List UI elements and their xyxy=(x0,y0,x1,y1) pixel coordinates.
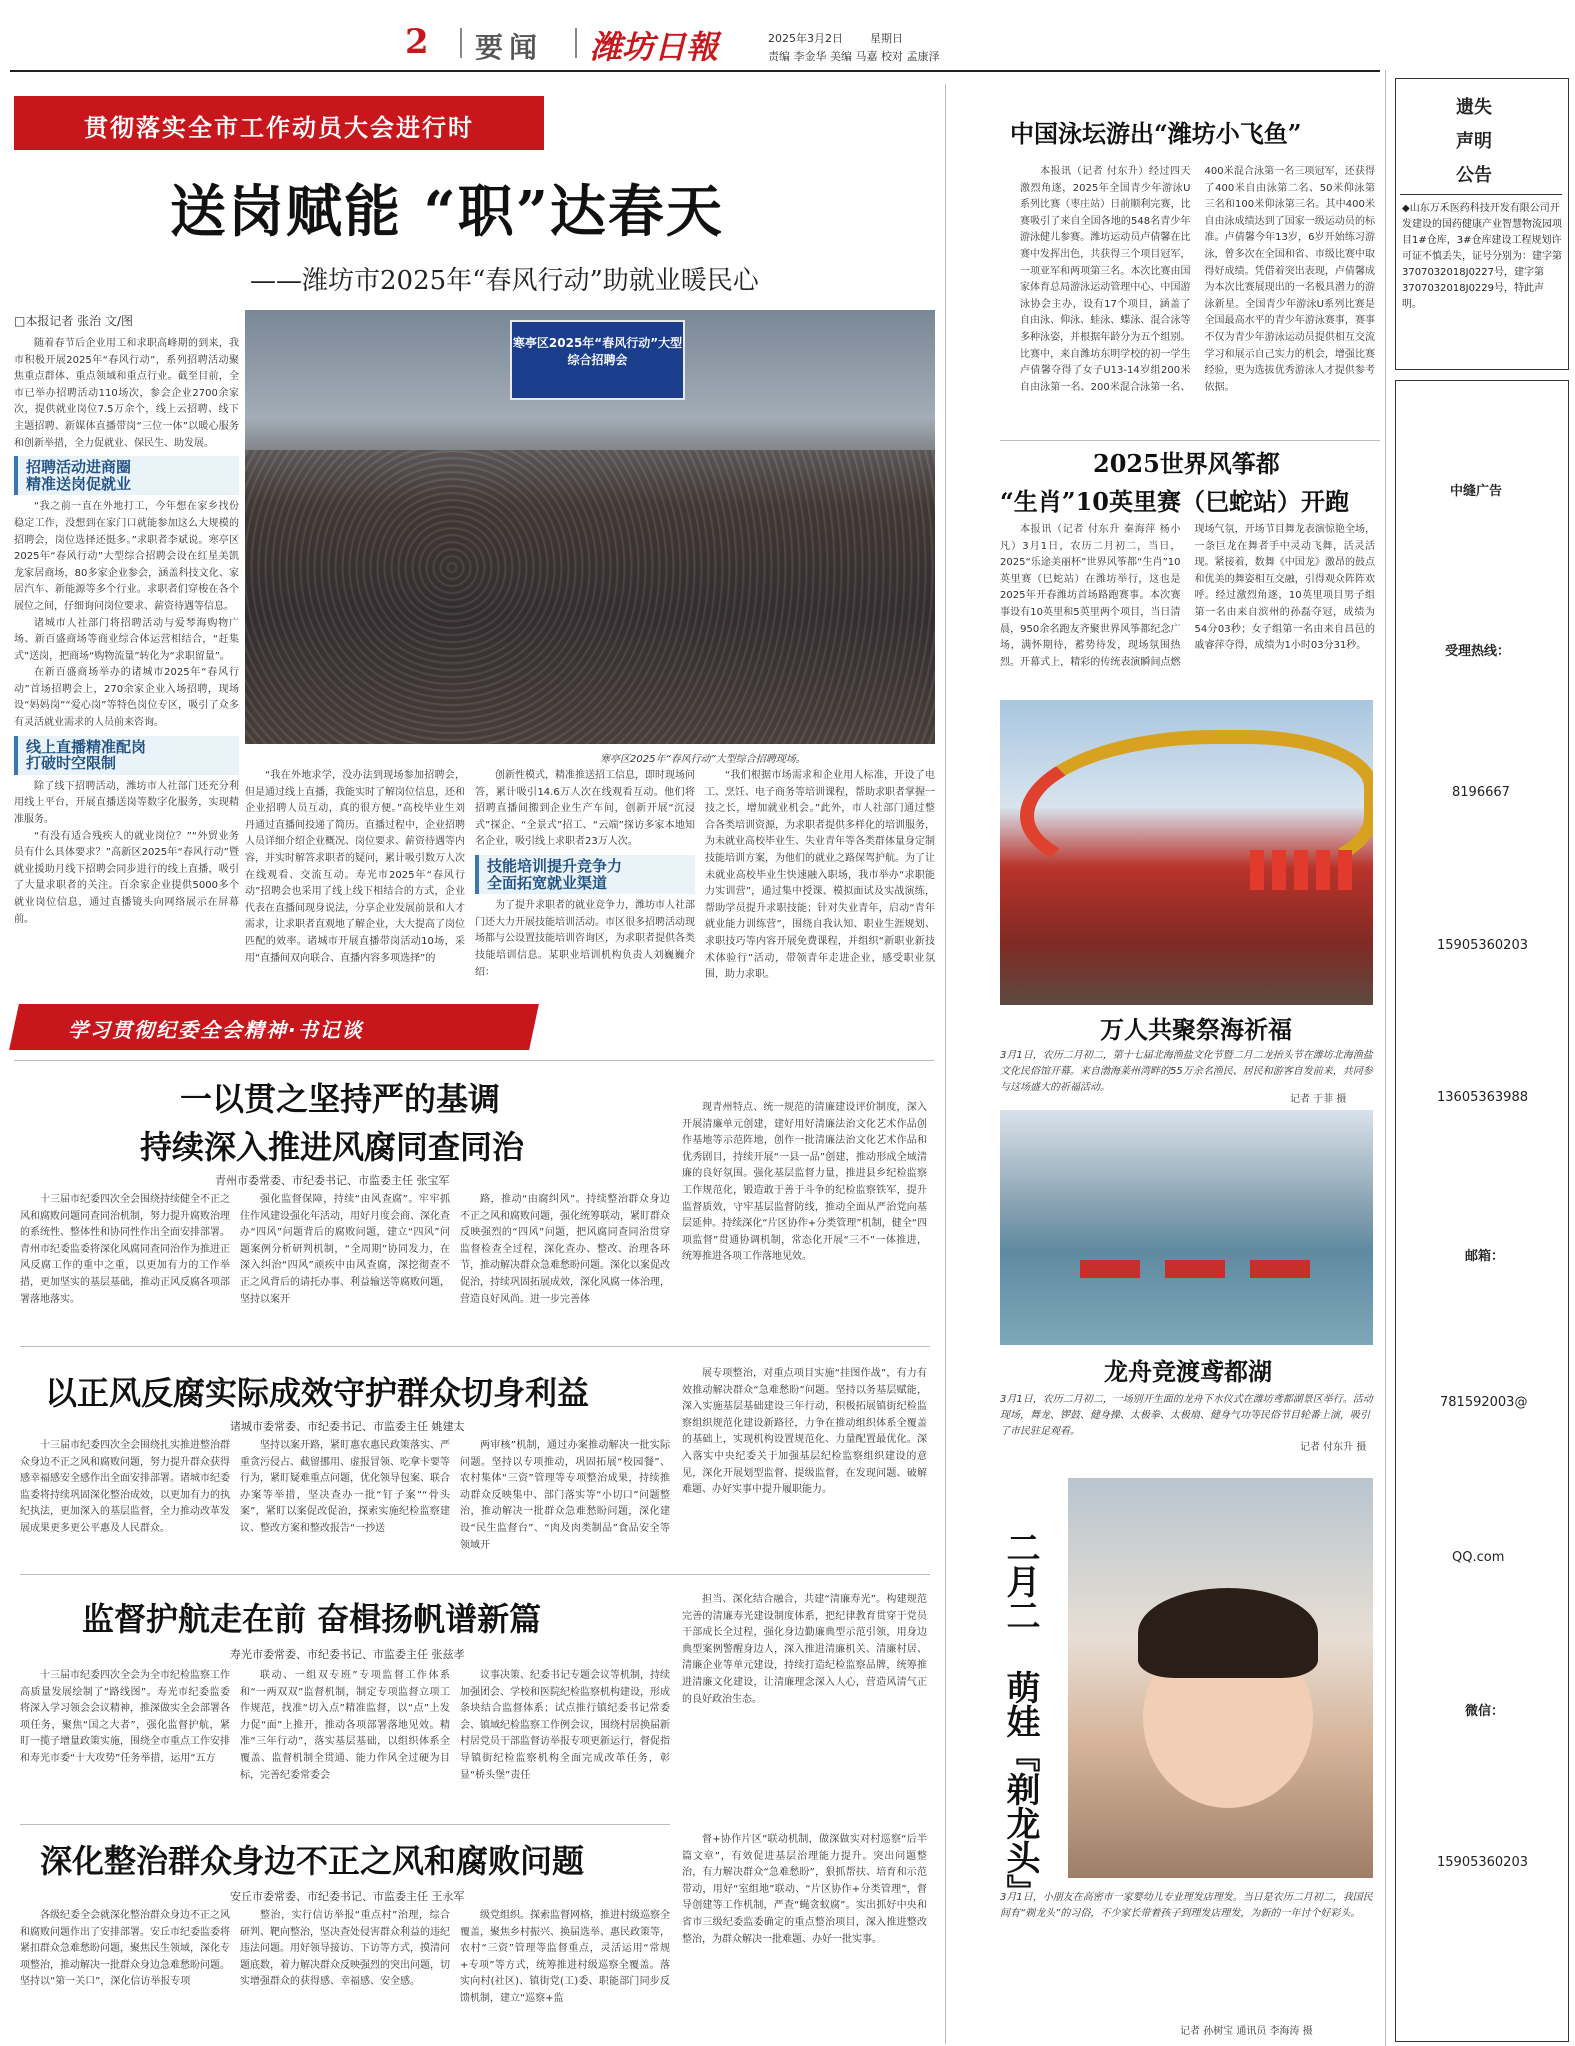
article2-col1: 十三届市纪委四次全会围绕扎实推进整治群众身边不正之风和腐败问题，努力提升群众获得感幸福感安全感作出全面安排部署。诸城市纪委监委将持续巩固深化整治成效，以更加有力的执纪执法，更加深入的基层监督，全力推动改革发展成果更多更公平惠及人民群众。 xyxy=(20,1440,230,1534)
article2-col4: 展专项整治，对重点项目实施“挂图作战”，有力有效推动解决群众“急难愁盼”问题。坚持以务基层赋能，深入实施基层基础建设三年行动，积极拓展镇街纪检监察组织规范化建设新路径，力争在推动组织体系全覆盖的基础上，实现机构设置规范化、力量配置最优化。深入落实中央纪委关于加强基层纪检监察组织建设的意见，深化开展划型监督、提级监督，在发现问题、破解难题、办好实事中提升履职能力。 xyxy=(682,1368,927,1496)
photo3-caption: 3月1日，小朋友在高密市一家婴幼儿专业理发店理发。当日是农历二月初二，我国民间有“剃龙头”的习俗，不少家长带着孩子到理发店理发，为新的一年讨个好彩头。 xyxy=(1000,1892,1373,1919)
article1-col3: 路，推动“由腐纠风”。持续整治群众身边不正之风和腐败问题，强化统筹联动，紧盯群众反映强烈的“四风”问题，把风腐同查同治贯穿监督检查全过程，深化查办、整改、治理各环节，推动解决群众急难愁盼问题。深化以案促改促治，持续巩固拓展成效，深化风腐一体治理，营造良好风尚。进一步完善体 xyxy=(460,1194,670,1305)
kite-title-2: “生肖”10英里赛（巳蛇站）开跑 xyxy=(1000,487,1350,516)
article1-col2: 强化监督保障，持续“由风查腐”。牢牢抓住作风建设强化年活动，用好月度会商、深化查办“四风”问题背后的腐败问题，建立“四风”问题案例分析研判机制，“全周期”协同发力，在深入纠治“四风”顽疾中由风查腐，深挖彻查不正之风背后的请托办事、利益输送等腐败问题，坚持以案开 xyxy=(240,1194,450,1305)
section-name: 要闻 xyxy=(475,31,544,64)
photo1-credit: 记者 于菲 摄 xyxy=(1290,1094,1347,1105)
photo3-vertical-title-2: 萌娃『剃龙头』 xyxy=(1000,1670,1040,1908)
dragon-boat-photo xyxy=(1000,1110,1373,1345)
photo-caption: 寒亭区2025年“春风行动”大型综合招聘现场。 xyxy=(600,754,806,765)
article3-col4: 担当、深化结合融合，共建“清廉寿光”。构建规范完善的清廉寿光建设制度体系，把纪律教育贯穿于党员干部成长全过程，强化身边勤廉典型示范引领，用身边典型案例警醒身边人，深入推进清廉机关、清廉村居、清廉企业等单元建设，持续打造纪检监察品牌，统筹推进清廉文化建设，让清廉理念深入人心，营造风清气正的良好政治生态。 xyxy=(682,1594,927,1705)
article1-col1: 十三届市纪委四次全会围绕持续健全不正之风和腐败问题同查同治机制，努力提升腐败治理的系统性、整体性和协同性作出全面安排部署。青州市纪委监委将深化风腐同查同治作为推进正风反腐工作的重中之重，以更加有力的工作举措，更加坚实的基层基础，推动正风反腐各项部署落地落实。 xyxy=(20,1194,230,1305)
article4-title: 深化整治群众身边不正之风和腐败问题 xyxy=(40,1842,585,1880)
article3-title: 监督护航走在前 奋楫扬帆谱新篇 xyxy=(82,1600,542,1638)
wechat-label: 微信： xyxy=(1465,1704,1505,1719)
email-value: 781592003@ xyxy=(1440,1395,1528,1410)
article2-title: 以正风反腐实际成效守护群众切身利益 xyxy=(45,1374,590,1412)
lead-paragraph: 除了线下招聘活动，潍坊市人社部门还充分利用线上平台，开展直播送岗等数字化服务，实现精准服务。 xyxy=(14,780,239,826)
email-domain: QQ.com xyxy=(1452,1550,1505,1565)
lead-column-3: 创新性模式，精准推送招工信息，即时现场问答，累计吸引14.6万人次在线观看互动。他们将招聘直播间搬到企业生产车间，创新开展“沉浸式”探企、“全景式”招工、“云端”探访多家本地知名企业，吸引线上求职者23万人次。 技能培训提升竞争力 全面拓宽就业渠道 为了提升求职者的就业竞争力，潍坊市人社部门还大力开展技能培训活动。市区很多招聘活动现场都与公设置技能培训咨询区，为求职者提供各类技能培训信息。某职业培训机构负责人刘巍巍介绍： xyxy=(475,770,695,978)
article4-col2: 整治，实行信访举报“重点村”治理，综合研判、靶向整治，坚决查处侵害群众利益的违纪违法问题。用好领导接访、下访等方式，摸清问题底数，着力解决群众反映强烈的突出问题，切实增强群众的获得感、幸福感、安全感。 xyxy=(240,1910,450,1988)
boats xyxy=(1080,1260,1310,1278)
masthead-divider-2 xyxy=(575,28,577,58)
article4-col4: 督+协作片区”联动机制，做深做实对村巡察“后半篇文章”，有效促进基层治理能力提升。突出问题整治，有力解决群众“急难愁盼”，狠抓帮扶、培育和示范带动，用好“室组地”联动、“片区协作+分类管理”，督导创建等工作机制，严查“蝇贪蚁腐”。实出抓好中央和省市三级纪委监委确定的重点整治项目，深入推进整改整治，为群众解决一批难题、办好一批实事。 xyxy=(682,1834,927,1945)
article1-author: 青州市委常委、市纪委书记、市监委主任 张宝军 xyxy=(215,1174,450,1187)
article3-col3: 议事决策、纪委书记专题会议等机制，持续加强团会、学校和医院纪检监察机构建设，形成条块结合监督体系；试点推行镇纪委书记常委会、镇域纪检监察工作例会议，围绕村居换届新村居党员干部监督访举报专项更新运行，督促指导镇街纪检监察机构全面完成改革任务，彰显“桥头堡”责任 xyxy=(460,1670,670,1781)
photo2-credit: 记者 付东升 摄 xyxy=(1300,1442,1367,1453)
photo2-title: 龙舟竞渡鸢都湖 xyxy=(1104,1357,1272,1386)
issue-date: 2025年3月2日 xyxy=(768,32,843,45)
lead-column-2: “我在外地求学，没办法到现场参加招聘会，但是通过线上直播，我能实时了解岗位信息，还和企业招聘人员互动，真的很方便。”高校毕业生刘丹通过直播间投递了简历。直播过程中，企业招聘人员详细介绍企业概况、岗位要求、薪资待遇等内容，并实时解答求职者的疑问，累计吸引数万人次在线观看、交流互动。寿光市2025年“春风行动”招聘会也采用了线上线下相结合的方式，企业代表在直播间现身说法，分享企业发展前景和人才需求，让求职者直观地了解企业，大大提高了岗位匹配的效率。诸城市开展直播带岗活动10场，采用“直播间双向联合、直播内容多项选择”的 xyxy=(245,770,465,964)
masthead xyxy=(0,0,1575,70)
photo2-caption: 3月1日，农历二月初二，一场别开生面的龙舟下水仪式在潍坊鸢都湖景区举行。活动现场，舞龙、锣鼓、健身操、太极拳、太极扇、健身气功等民俗节目轮番上演，吸引了市民驻足观看。 xyxy=(1000,1394,1373,1437)
subhead: 线上直播精准配岗 打破时空限制 xyxy=(14,736,239,775)
article4-col3: 级党组织。探索监督网格，推进村级巡察全覆盖，聚焦乡村振兴、换届选举、惠民政策等，农村“三资”管理等监督重点，灵活运用“常规+专项”等方式，统筹推进村级巡察全覆盖。落实向村(社区)、镇街党(工)委、职能部门同步反馈机制，建立“巡察+监 xyxy=(460,1910,670,2004)
photo-crowd xyxy=(245,450,935,744)
lanterns xyxy=(1250,850,1360,890)
email-label: 邮箱： xyxy=(1465,1249,1505,1264)
hotline-label: 受理热线： xyxy=(1445,644,1511,659)
issue-weekday: 星期日 xyxy=(870,32,903,45)
subhead: 招聘活动进商圈 精准送岗促就业 xyxy=(14,456,239,495)
photo1-title: 万人共聚祭海祈福 xyxy=(1100,1015,1292,1044)
subhead: 技能培训提升竞争力 全面拓宽就业渠道 xyxy=(475,855,695,894)
article4-col1: 各级纪委全会就深化整治群众身边不正之风和腐败问题作出了安排部署。安丘市纪委监委将紧扣群众急难愁盼问题，聚焦民生领域，深化专项整治，推动解决一批群众身边急难愁盼问题。坚持以“第一关口”，深化信访举报专项 xyxy=(20,1910,230,1988)
article2-col2: 坚持以案开路，紧盯惠农惠民政策落实、严重贪污侵占、截留挪用、虚报冒领、吃拿卡要等行为，紧盯疑难重点问题，优化领导包案、联合办案等举措，坚决查办一批“钉子案”“骨头案”，紧盯以案促改促治，探索实施纪检监察建议、整改方案和整改报告“一抄送 xyxy=(240,1440,450,1534)
lead-paragraph: “有没有适合残疾人的就业岗位？”“外贸业务员有什么具体要求？”高新区2025年“春风行动”暨就业援助月线下招聘会同步进行的线上直播，吸引了大量求职者的关注。百余家企业提供5000多个就业岗位信息，通过直播镜头向网络展示在屏幕前。 xyxy=(14,830,239,925)
banner-text: 贯彻落实全市工作动员大会进行时 xyxy=(84,114,474,142)
photo1-caption: 3月1日，农历二月初二，第十七届北海渔盐文化节暨二月二龙抬头节在潍坊北海渔盐文化民俗馆开幕。来自渤海莱州湾畔的55万余名渔民、居民和游客自发前来，共同参与这场盛大的祈福活动。 xyxy=(1000,1050,1373,1093)
article1-title-2: 持续深入推进风腐同查同治 xyxy=(140,1128,525,1166)
lead-column-4: “我们根据市场需求和企业用人标准，开设了电工、烹饪、电子商务等培训课程，帮助求职者掌握一技之长，增加就业机会。”此外，市人社部门通过整合各类培训资源，为求职者提供多样化的培训服务，为未就业高校毕业生、失业青年等各类群体量身定制技能培训方案，为他们的就业之路保驾护航。为了让未就业高校毕业生快速融入职场，我市举办“求职能力实训营”，通过集中授课、模拟面试及实战演练，帮助学员提升求职技能；针对失业青年，启动“青年就业能力训练营”，围绕自我认知、职业生涯规划、求职技巧等内容开展免费课程，并组织“新职业新技术体验行”活动，带领青年走进企业，感受职业氛围，助力求职。 xyxy=(705,770,935,981)
article1-col4: 现青州特点、统一规范的清廉建设评价制度，深入开展清廉单元创建，建好用好清廉法治文化艺术作品创作基地等示范阵地，创作一批清廉法治文化艺术作品和优秀剧目，持续开展“一县一品”创建，推动形成全域清廉的良好氛围。强化基层监督力量，推进县乡纪检监察工作规范化，锻造敢于善于斗争的纪检监察铁军，提升监督质效，守牢基层监督防线，推动全面从严治党向基层延伸。持续深化“片区协作+分类管理”机制，健全“四项监督”贯通协调机制，常态化开展“三不”一体推进，统筹推进各项工作落地见效。 xyxy=(682,1102,927,1263)
phone-1: 8196667 xyxy=(1452,785,1510,800)
article3-author: 寿光市委常委、市纪委书记、市监委主任 张兹孝 xyxy=(230,1648,465,1661)
newspaper-logo: 潍坊日報 xyxy=(590,28,719,66)
lead-paragraph: 在新百盛商场举办的诸城市2025年“春风行动”首场招聘会上，270余家企业入场招聘，现场设“妈妈岗”“爱心岗”等特色岗位专区，吸引了众多有灵活就业需求的人员前来咨询。 xyxy=(14,667,239,729)
masthead-rule xyxy=(10,70,1380,72)
notice-heading-1: 遗失 xyxy=(1456,97,1492,118)
article2-author: 诸城市委常委、市纪委书记、市监委主任 姚建太 xyxy=(230,1420,465,1433)
article4-author: 安丘市委常委、市纪委书记、市监委主任 王永军 xyxy=(230,1890,465,1903)
phone-2: 15905360203 xyxy=(1437,938,1528,953)
masthead-divider xyxy=(460,28,462,58)
banner-red xyxy=(14,96,544,150)
notice-heading-3: 公告 xyxy=(1456,165,1492,186)
lead-paragraph: 随着春节后企业用工和求职高峰期的到来，我市积极开展2025年“春风行动”，系列招聘活动聚焦重点群体、重点领域和重点行业。截至目前，全市已举办招聘活动110场次，参会企业2700余家次，提供就业岗位7.5万余个，线上云招聘、线下主题招聘、新媒体直播带岗“三位一体”以暖心服务和创新举措，全力促就业、保民生、助发展。 xyxy=(14,338,239,449)
photo-sign: 寒亭区2025年“春风行动”大型综合招聘会 xyxy=(510,320,685,400)
kite-text: 本报讯（记者 付东升 秦海萍 杨小凡）3月1日，农历二月初二，当日，2025“乐途美丽杯”世界风筝都“生肖”10英里赛（巳蛇站）在潍坊举行，这也是2025年开春潍坊首场路跑赛事。本次赛事设有10英里和5英里两个项目，当日清晨，950余名跑友齐聚世界风筝都纪念广场，满怀期待，蓄势待发，现场氛围热烈。开幕式上，精彩的传统表演瞬间点燃现场气氛，开场节目舞龙表演惊艳全场，一条巨龙在舞者手中灵动飞舞，活灵活现。紧接着，数舞《中国龙》激昂的鼓点和优美的舞姿相互交融，引得观众阵阵欢呼。经过激烈角逐，10英里项目男子组第一名由来自滨州的孙磊夺冠，成绩为54分03秒；女子组第一名由来自昌邑的戚睿萍夺得，成绩为1小时03分31秒。 xyxy=(1000,524,1375,668)
notice-text: ◆山东万禾医药科技开发有限公司开发建设的国药健康产业智慧物流园项目1#仓库，3#仓库建设工程规划许可证不慎丢失，证号分别为：建字第3707032018J0227号，建字第3707032018J0229号，特此声明。 xyxy=(1402,203,1562,310)
editors-line: 责编 李金华 美编 马嘉 校对 孟康泽 xyxy=(768,50,940,63)
article2-col3: 两审核”机制，通过办案推动解决一批实际问题。坚持以专项推动，巩固拓展“校园餐”、农村集体“三资”管理等专项整治成果，持续推动群众反映集中、部门落实等“小切口”问题整治，推动解决一批群众急难愁盼问题，深化建设“民生监督台”、“肉及肉类制品”食品安全等领域开 xyxy=(460,1440,670,1551)
page-number: 2 xyxy=(405,22,429,62)
child-haircut-photo xyxy=(1068,1478,1373,1878)
article3-col1: 十三届市纪委四次全会为全市纪检监察工作高质量发展绘制了“路线图”。寿光市纪委监委将深入学习领会会议精神，推深做实全会部署各项任务，聚焦“国之大者”，强化监督护航，紧盯一揽子增量政策实施，围绕全市重点工作安排和寿光市委“十大攻势”任务举措，运用“五方 xyxy=(20,1670,230,1764)
lead-paragraph: 诸城市人社部门将招聘活动与爱琴海购物广场、新百盛商场等商业综合体运营相结合，“赶集式”送岗，把商场“购物流量”转化为“求职留量”。 xyxy=(14,617,239,662)
notice-box xyxy=(1395,78,1569,370)
lead-byline: □本报记者 张治 文/图 xyxy=(14,314,134,328)
lead-paragraph: “我之前一直在外地打工，今年想在家乡找份稳定工作，没想到在家门口就能参加这么大规模的招聘会，岗位选择还挺多。”求职者李斌说。寒亭区2025年“春风行动”大型综合招聘会设在红星美凯龙家居商场，80多家企业参会，涵盖科技文化、家居汽车、新能源等多个行业。求职者们穿梭在各个展位之间，仔细询问岗位要求、薪资待遇等信息。 xyxy=(14,501,239,612)
article1-title-1: 一以贯之坚持严的基调 xyxy=(180,1080,501,1118)
child-hair xyxy=(1138,1588,1318,1678)
lead-title: 送岗赋能 “职”达春天 xyxy=(170,179,724,245)
notice-heading-2: 声明 xyxy=(1456,131,1492,152)
swim-text: 本报讯（记者 付东升）经过四天激烈角逐，2025年全国青少年游泳U系列比赛（枣庄站）日前顺利完赛，比赛吸引了来自全国各地的548名青少年游泳健儿参赛。潍坊运动员卢倩馨在比赛中发挥出色，共获得三个项目冠军，一项亚军和两项第三名。本次比赛由国家体育总局游泳运动管理中心、中国游泳协会主办，设有17个项目，涵盖了自由泳、仰泳、蛙泳、蝶泳、混合泳等多种泳姿，并根据年龄分为五个组别。比赛中，来自潍坊东明学校的初一学生卢倩馨夺得了女子U13-14岁组200米自由泳第一名、200米混合泳第一名、400米混合泳第一名三项冠军，还获得了400米自由泳第二名、50米仰泳第三名和100米仰泳第三名。其中400米自由泳成绩达到了国家一级运动员的标准。卢倩馨今年13岁，6岁开始练习游泳，曾多次在全国和省、市级比赛中取得好成绩。凭借着突出表现，卢倩馨成为本次比赛展现出的一名极具潜力的游泳新星。全国青少年游泳U系列比赛是全国最高水平的青少年游泳赛事，赛事不仅为青少年游泳运动员提供相互交流学习和展示自己实力的机会，增强比赛经验，更为选拔优秀游泳人才提供参考依据。 xyxy=(1020,166,1375,393)
section-banner-text: 学习贯彻纪委全会精神·书记谈 xyxy=(68,1018,364,1042)
photo3-credit: 记者 孙树宝 通讯员 李海涛 摄 xyxy=(1180,2026,1313,2037)
swim-title: 中国泳坛游出“潍坊小飞鱼” xyxy=(1010,119,1302,148)
lead-subtitle: ——潍坊市2025年“春风行动”助就业暖民心 xyxy=(250,266,759,296)
ad-box xyxy=(1395,380,1569,2042)
job-fair-photo xyxy=(245,310,935,744)
photo3-vertical-title-1: 二月二 xyxy=(1000,1530,1040,1632)
ad-label: 中缝广告 xyxy=(1450,484,1503,499)
dragon-dance-photo xyxy=(1000,700,1373,1005)
kite-title-1: 2025世界风筝都 xyxy=(1093,449,1280,478)
lead-column-1 xyxy=(14,336,239,976)
wechat-value: 15905360203 xyxy=(1437,1855,1528,1870)
phone-3: 13605363988 xyxy=(1437,1090,1528,1105)
article3-col2: 联动、一组双专班”专项监督工作体系和“一两双双”监督机制，制定专项监督立项工作规范，找准“切入点”精准监督，以“点”上发力促“面”上推开，推动各项部署落地见效。精准“三年行动”，落实基层基础，以组织体系全覆盖、监督机制全贯通、能力作风全过硬为目标，完善纪委常委会 xyxy=(240,1670,450,1781)
